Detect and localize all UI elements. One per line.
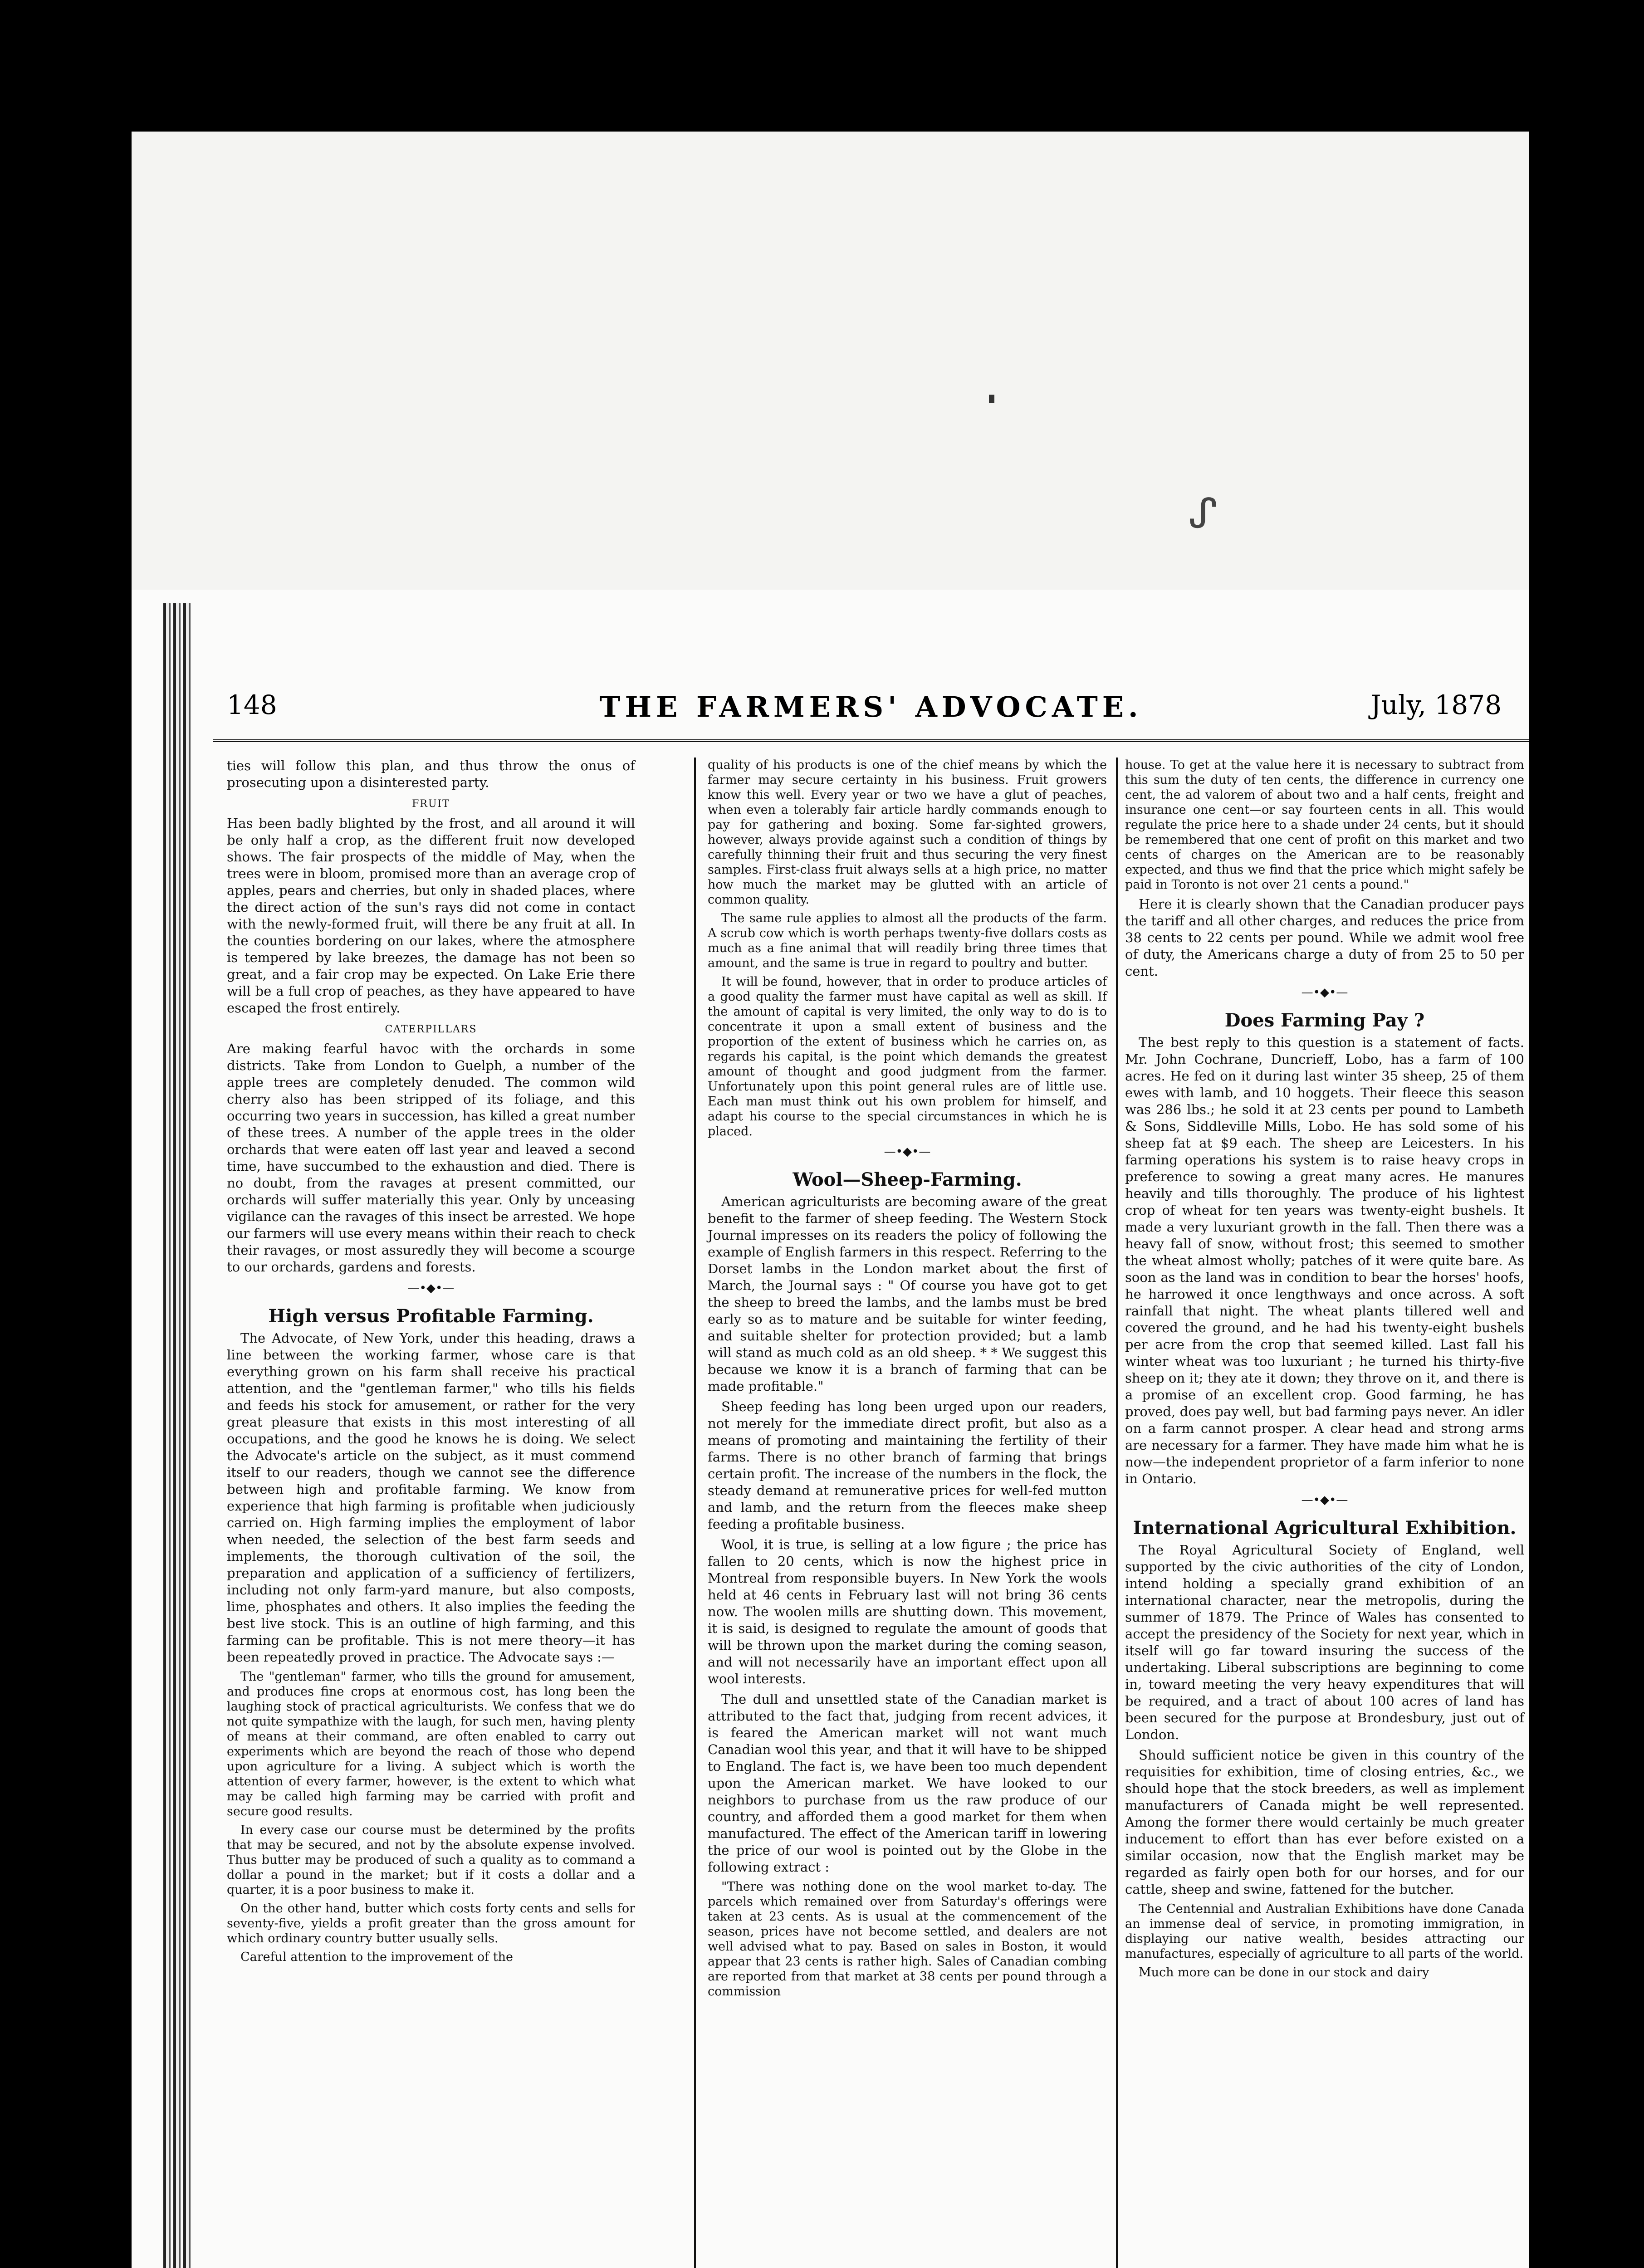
section-subhead: CATERPILLARS: [385, 1024, 477, 1035]
article-headline: International Agricultural Exhibition.: [1133, 1517, 1517, 1539]
article-text: quality of his products is one of the chief means by which the farmer may secure certainty in his business. Fruit growers know this well. Every year or two we have a glut of peaches, when even a tolerably fair article hardly commands enough to pay for gathering and boxing. Some far-sighted growers, however, always provide against such a condition of things by carefully thinning their fruit and thus securing the very finest samples. First-class fruit always sells at a high price, no matter how much the market may be glutted with an article of common quality.: [708, 758, 1107, 907]
page-number: 148: [227, 689, 277, 720]
article-headline: High versus Profitable Farming.: [268, 1305, 594, 1327]
book-spine-edge: [163, 603, 191, 2268]
column-3: [1125, 758, 1524, 1984]
article-text: Sheep feeding has long been urged upon our readers, not merely for the immediate direct profit, but also as a means of promoting and maintaining the fertility of their farms. There is no other branch of farming that brings certain profit. The increase of the numbers in the flock, the steady demand at remunerative prices for well-fed mutton and lamb, and the return from the fleeces make sheep feeding a profitable business.: [708, 1399, 1107, 1532]
ink-speck: [989, 395, 994, 403]
column-rule: [694, 758, 696, 2268]
article-text: Careful attention to the improvement of the: [240, 1950, 513, 1964]
article-text: Should sufficient notice be given in this country of the requisities for exhibition, time of closing entries, &c., we should hope that the stock breeders, as well as implement manufacturers of Canada might be well represented. Among the former there would certainly be much greater inducement to effort than has ever before existed on a similar occasion, now that the English market may be regarded as fairly open both for our horses, and for our cattle, sheep and swine, fattened for the butcher.: [1125, 1747, 1524, 1897]
article-text: Wool, it is true, is selling at a low figure ; the price has fallen to 20 cents, which is now the highest price in Montreal from responsible buyers. In New York the wools held at 46 cents in February last will not bring 36 cents now. The woolen mills are shutting down. This movement, it is said, is designed to regulate the amount of goods that will be thrown upon the market during the coming season, and will not necessarily have an important effect upon all wool interests.: [708, 1537, 1107, 1686]
facing-leaf: [132, 132, 1529, 590]
article-text: "There was nothing done on the wool market to-day. The parcels which remained over from Saturday's offerings were taken at 23 cents. As is usual at the commencement of the season, prices have not become settled, and dealers are not well advised what to pay. Based on sales in Boston, it would appear that 23 cents is rather high. Sales of Canadian combing are reported from that market at 38 cents per pound through a commission: [708, 1880, 1107, 1999]
ornament-rule: —•◆•—: [407, 1281, 455, 1295]
issue-date: July, 1878: [1370, 689, 1502, 720]
article-text: The Royal Agricultural Society of England, well supported by the civic authorities of the city of London, intend holding a specially grand exhibition of an international character, near the metropolis, during the summer of 1879. The Prince of Wales has consented to accept the presidency of the Society for next year, which in itself will go far toward insuring the success of the undertaking. Liberal subscriptions are beginning to come in, toward meeting the very heavy expenditures that will be required, and a tract of about 100 acres of land has been secured for the purpose at Brondesbury, just out of London.: [1125, 1542, 1524, 1742]
ornament-rule: —•◆•—: [884, 1145, 931, 1158]
column-rule: [1116, 758, 1118, 2268]
article-headline: Does Farming Pay ?: [1224, 1010, 1425, 1031]
article-text: Has been badly blighted by the frost, and all around it will be only half a crop, as the different fruit now developed shows. The fair prospects of the middle of May, when the trees were in bloom, promised more than an average crop of apples, pears and cherries, but only in shaded places, where the direct action of the sun's rays did not come in contact with the newly-formed fruit, will there be any fruit at all. In the counties bordering on our lakes, where the atmosphere is tempered by lake breezes, the damage has not been so great, and a fair crop may be expected. On Lake Erie there will be a full crop of peaches, as they have appeared to have escaped the frost entirely.: [227, 816, 635, 1016]
article-text: It will be found, however, that in order to produce articles of a good quality the farmer must have capital as well as skill. If the amount of capital is very limited, the only way to do is to concentrate it upon a small extent of business and the proportion of the extent of business which he carries on, as regards his capital, is the point which demands the greatest amount of thought and good judgment from the farmer. Unfortunately upon this point general rules are of little use. Each man must think out his own problem for himself, and adapt his course to the special circumstances in which he is placed.: [708, 975, 1107, 1139]
article-text: On the other hand, butter which costs forty cents and sells for seventy-five, yields a profit greater than the gross amount for which ordinary country butter usually sells.: [227, 1901, 635, 1945]
page-content: [213, 653, 1529, 2268]
pencil-scribble: ᔑ: [1189, 490, 1218, 538]
article-text: Are making fearful havoc with the orchards in some districts. Take from London to Guelph, a number of the apple trees are completely denuded. The common wild cherry also has been stripped of its foliage, and this occurring two years in succession, has killed a great number of these trees. A number of the apple trees in the older orchards that were eaten off last year and leaved a second time, have succumbed to the exhaustion and died. There is no doubt, from the ravages at present committed, our orchards will suffer materially this year. Only by unceasing vigilance can the ravages of this insect be arrested. We hope our farmers will use every means within their reach to check their ravages, or most assuredly they will become a scourge to our orchards, gardens and forests.: [227, 1041, 635, 1275]
column-2: [708, 758, 1107, 2003]
ornament-rule: —•◆•—: [1301, 1493, 1348, 1507]
article-text: The "gentleman" farmer, who tills the ground for amusement, and produces fine crops at enormous cost, has long been the laughing stock of practical agriculturists. We confess that we do not quite sympathize with the laugh, for such men, having plenty of means at their command, are often enabled to carry out experiments which are beyond the reach of those who depend upon agriculture for a living. A subject which is worth the attention of every farmer, however, is the extent to which what may be called high farming may be carried with profit and secure good results.: [227, 1670, 635, 1818]
page-header: [213, 689, 1529, 742]
article-text: The dull and unsettled state of the Canadian market is attributed to the fact that, judging from recent advices, it is feared the American market will not want much Canadian wool this year, and that it will have to be shipped to England. The fact is, we have been too much dependent upon the American market. We have looked to our neighbors to purchase from us the raw produce of our country, and afforded them a good market for them when manufactured. The effect of the American tariff in lowering the price of our wool is pointed out by the Globe in the following extract :: [708, 1691, 1107, 1875]
article-text: Much more can be done in our stock and dairy: [1139, 1965, 1429, 1980]
article-text: American agriculturists are becoming aware of the great benefit to the farmer of sheep feeding. The Western Stock Journal impresses on its readers the policy of following the example of English farmers in this respect. Referring to the Dorset lambs in the London market about the first of March, the Journal says : " Of course you have got to get the sheep to breed the lambs, and the lambs must be bred early so as to mature and be suitable for winter feeding, and suitable shelter for protection provided; but a lamb will stand as much cold as an old sheep. * * We suggest this because we know it is a branch of farming that can be made profitable.": [708, 1194, 1107, 1394]
article-text: The Centennial and Australian Exhibitions have done Canada an immense deal of service, in promoting immigration, in displaying our native wealth, besides attracting our manufactures, especially of agriculture to all parts of the world.: [1125, 1902, 1524, 1961]
ornament-rule: —•◆•—: [1301, 986, 1348, 999]
section-subhead: FRUIT: [412, 798, 450, 810]
column-1: [227, 758, 635, 1968]
article-text: The Advocate, of New York, under this heading, draws a line between the working farmer, whose care is that everything grown on his farm shall receive his practical attention, and the "gentleman farmer," who tills his fields and feeds his stock for amusement, or rather for the very great pleasure that exists in this most interesting of all occupations, and the good he knows he is doing. We select the Advocate's article on the subject, as it must commend itself to our readers, though we cannot see the difference between high and profitable farming. We know from experience that high farming is profitable when judiciously carried on. High farming implies the employment of labor when needed, the selection of the best farm seeds and implements, the thorough cultivation of the soil, the preparation and application of a sufficiency of fertilizers, including not only farm-yard manure, but also composts, lime, phosphates and others. It also implies the feeding the best live stock. This is an outline of high farming, and this farming can be profitable. This is not mere theory—it has been repeatedly proved in practice. The Advocate says :—: [227, 1330, 635, 1665]
article-text: ties will follow this plan, and thus throw the onus of prosecuting upon a disinterested party.: [227, 758, 635, 790]
article-text: Here it is clearly shown that the Canadian producer pays the tariff and all other charges, and reduces the price from 38 cents to 22 cents per pound. While we admit wool free of duty, the Americans charge a duty of from 25 to 50 per cent.: [1125, 896, 1524, 979]
article-text: The same rule applies to almost all the products of the farm. A scrub cow which is worth perhaps twenty-five dollars costs as much as a fine animal that will readily bring three times that amount, and the same is true in regard to poultry and butter.: [708, 911, 1107, 970]
article-text: house. To get at the value here it is necessary to subtract from this sum the duty of ten cents, the difference in currency one cent, the ad valorem of about two and a half cents, freight and insurance one cent—or say fourteen cents in all. This would regulate the price here to a shade under 24 cents, but it should be remembered that one cent of profit on this market and two cents of charges on the American are to be reasonably expected, and thus we find that the price which might safely be paid in Toronto is not over 21 cents a pound.": [1125, 758, 1524, 892]
article-headline: Wool—Sheep-Farming.: [793, 1169, 1022, 1190]
article-text: In every case our course must be determined by the profits that may be secured, and not by the absolute expense involved. Thus butter may be produced of such a quality as to command a dollar a pound in the market; but if it costs a dollar and a quarter, it is a poor business to make it.: [227, 1823, 635, 1897]
masthead-title: THE FARMERS' ADVOCATE.: [599, 690, 1143, 723]
article-text: The best reply to this question is a statement of facts. Mr. John Cochrane, Duncrieff, Lobo, has a farm of 100 acres. He fed on it during last winter 35 sheep, 25 of them ewes with lamb, and 10 hoggets. Their fleece this season was 286 lbs.; he sold it at 23 cents per pound to Lambeth & Sons, Siddleville Mills, Lobo. He has sold some of his sheep fat at $9 each. The sheep are Leicesters. In his farming operations his system is to raise heavy crops in preference to sowing a great many acres. He manures heavily and tills thoroughly. The produce of his lightest crop of wheat for ten years was twenty-eight bushels. It made a very luxuriant growth in the fall. Then there was a heavy fall of snow, without frost; this seemed to smother the wheat almost wholly; patches of it were quite bare. As soon as the land was in condition to bear the horses' hoofs, he harrowed it once lengthways and once across. A soft rainfall that night. The wheat plants tillered well and covered the ground, and he had his twenty-eight bushels per acre from the crop that seemed killed. Last fall his winter wheat was too luxuriant ; he turned his thirty-five sheep on it; they ate it down; they throve on it, and there is a promise of an excellent crop. Good farming, he has proved, does pay well, but bad farming pays never. An idler on a farm cannot prosper. A clear head and strong arms are necessary for a farmer. They have made him what he is now—the independent proprietor of a farm inferior to none in Ontario.: [1125, 1035, 1524, 1486]
